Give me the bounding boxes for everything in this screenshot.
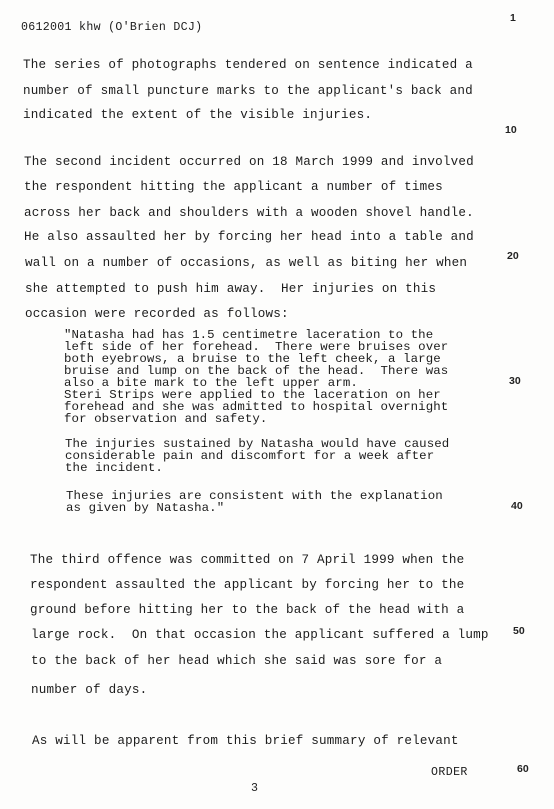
paragraph2-line: occasion were recorded as follows: [25,307,289,321]
paragraph4-line: As will be apparent from this brief summary of relevant [32,734,459,748]
paragraph3-line: to the back of her head which she said was sore for a [31,654,443,668]
line-number-60: 60 [517,763,529,775]
paragraph1-line: The series of photographs tendered on sentence indicated a [23,58,473,72]
line-number-40: 40 [511,500,523,512]
paragraph2-line: across her back and shoulders with a wooden shovel handle. [24,206,474,220]
line-number-20: 20 [507,250,519,262]
paragraph3-line: ground before hitting her to the back of the head with a [30,603,465,617]
paragraph3-line: respondent assaulted the applicant by forcing her to the [30,578,465,592]
paragraph1-line: indicated the extent of the visible injuries. [23,108,373,122]
page-number: 3 [251,782,258,795]
quote-line: considerable pain and discomfort for a week after [65,449,435,463]
quote-line: Steri Strips were applied to the laceration on her [64,388,441,402]
quote-line: both eyebrows, a bruise to the left cheek, a large [64,352,441,366]
quote-line: left side of her forehead. There were bruises over [64,340,449,354]
quote-line: as given by Natasha." [66,501,225,515]
paragraph3-line: large rock. On that occasion the applicant suffered a lump [31,628,489,642]
document-reference: 0612001 khw (O'Brien DCJ) [21,21,203,34]
line-number-30: 30 [509,375,521,387]
quote-line: the incident. [65,461,163,475]
quote-line: The injuries sustained by Natasha would have caused [65,437,450,451]
line-number-1: 1 [510,12,516,24]
paragraph3-line: number of days. [31,683,148,697]
paragraph2-line: The second incident occurred on 18 March 1999 and involved [24,155,474,169]
paragraph2-line: the respondent hitting the applicant a number of times [24,180,443,194]
line-number-10: 10 [505,124,517,136]
paragraph2-line: He also assaulted her by forcing her head into a table and [24,230,474,244]
line-number-50: 50 [513,625,525,637]
quote-line: "Natasha had has 1.5 centimetre laceration to the [64,328,434,342]
quote-line: These injuries are consistent with the explanation [66,489,443,503]
paragraph3-line: The third offence was committed on 7 April 1999 when the [30,553,465,567]
quote-line: bruise and lump on the back of the head. There was [64,364,449,378]
catchword: ORDER [431,766,468,779]
paragraph2-line: she attempted to push him away. Her injuries on this [25,282,437,296]
paragraph2-line: wall on a number of occasions, as well as biting her when [25,256,468,270]
quote-line: for observation and safety. [64,412,268,426]
quote-line: also a bite mark to the left upper arm. [64,376,358,390]
paragraph1-line: number of small puncture marks to the applicant's back and [23,84,473,98]
quote-line: forehead and she was admitted to hospital overnight [64,400,449,414]
